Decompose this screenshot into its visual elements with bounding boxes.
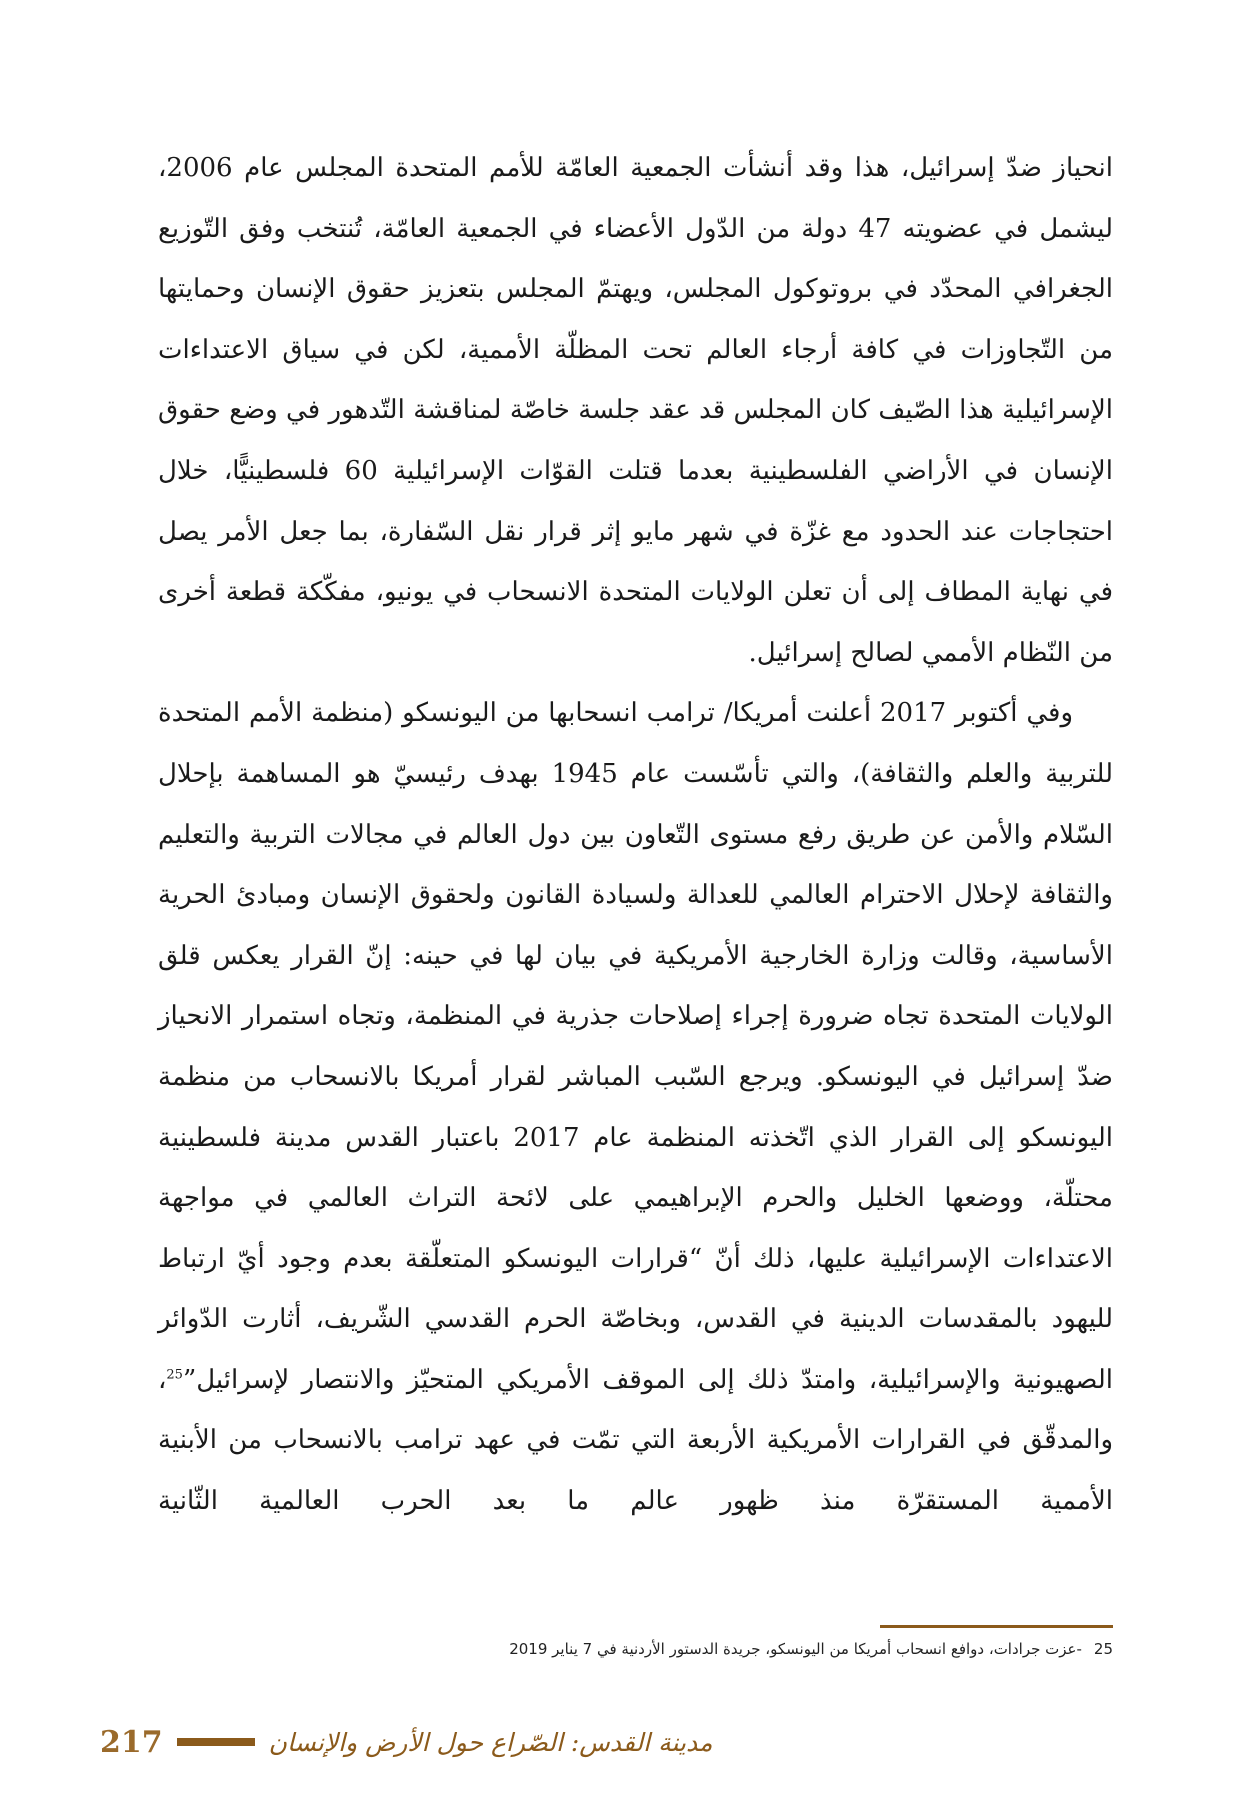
main-text <box>158 138 1113 1532</box>
page-footer <box>100 1722 713 1762</box>
paragraph-2-tail: ، والمدقّق في القرارات الأمريكية الأربعة التي تمّت في عهد ترامب بالانسحاب من الأبنية الأممية المستقرّة منذ ظهور عالم ما بعد الحرب العالمية الثّانية <box>158 1364 1113 1517</box>
footnote-text: -عزت جرادات، دوافع انسحاب أمريكا من اليونسكو، جريدة الدستور الأردنية في 7 يناير 2019 <box>509 1640 1082 1658</box>
paragraph-1: انحياز ضدّ إسرائيل، هذا وقد أنشأت الجمعية العامّة للأمم المتحدة المجلس عام 2006، ليشمل في عضويته 47 دولة من الدّول الأعضاء في الجمعية العامّة، تُنتخب وفق التّوزيع الجغرافي المحدّد في بروتوكول المجلس، ويهتمّ المجلس بتعزيز حقوق الإنسان وحمايتها من التّجاوزات في كافة أرجاء العالم تحت المظلّة الأممية، لكن في سياق الاعتداءات الإسرائيلية هذا الصّيف كان المجلس قد عقد جلسة خاصّة لمناقشة التّدهور في وضع حقوق الإنسان في الأراضي الفلسطينية بعدما قتلت القوّات الإسرائيلية 60 فلسطينيًّا، خلال احتجاجات عند الحدود مع غزّة في شهر مايو إثر قرار نقل السّفارة، بما جعل الأمر يصل في نهاية المطاف إلى أن تعلن الولايات المتحدة الانسحاب في يونيو، مفكّكة قطعة أخرى من النّظام الأممي لصالح إسرائيل. <box>158 153 1114 668</box>
footnote-separator <box>880 1625 1113 1628</box>
footnote-number: 25 <box>1093 1640 1113 1658</box>
running-title: مدينة القدس: الصّراع حول الأرض والإنسان <box>268 1727 713 1757</box>
footnote <box>158 1636 1113 1662</box>
footer-decorative-bar <box>177 1738 255 1746</box>
footnote-reference[interactable]: 25 <box>166 1367 183 1383</box>
page-number: 217 <box>100 1724 163 1760</box>
paragraph-2-text: وفي أكتوبر 2017 أعلنت أمريكا/ ترامب انسحابها من اليونسكو (منظمة الأمم المتحدة للتربية والعلم والثقافة)، والتي تأسّست عام 1945 بهدف رئيسيّ هو المساهمة بإحلال السّلام والأمن عن طريق رفع مستوى التّعاون بين دول العالم في مجالات التربية والتعليم والثقافة لإحلال الاحترام العالمي للعدالة ولسيادة القانون ولحقوق الإنسان ومبادئ الحرية الأساسية، وقالت وزارة الخارجية الأمريكية في بيان لها في حينه: إنّ القرار يعكس قلق الولايات المتحدة تجاه ضرورة إجراء إصلاحات جذرية في المنظمة، وتجاه استمرار الانحياز ضدّ إسرائيل في اليونسكو. ويرجع السّبب المباشر لقرار أمريكا بالانسحاب من منظمة اليونسكو إلى القرار الذي اتّخذته المنظمة عام 2017 باعتبار القدس مدينة فلسطينية محتلّة، ووضعها الخليل والحرم الإبراهيمي على لائحة التراث العالمي في مواجهة الاعتداءات الإسرائيلية عليها، ذلك أنّ “قرارات اليونسكو المتعلّقة بعدم وجود أيّ ارتباط لليهود بالمقدسات الدينية في القدس، وبخاصّة الحرم القدسي الشّريف، أثارت الدّوائر الصهيونية والإسرائيلية، وامتدّ ذلك إلى الموقف الأمريكي المتحيّز والانتصار لإسرائيل” <box>158 698 1113 1395</box>
paragraph-2 <box>158 683 1113 1531</box>
